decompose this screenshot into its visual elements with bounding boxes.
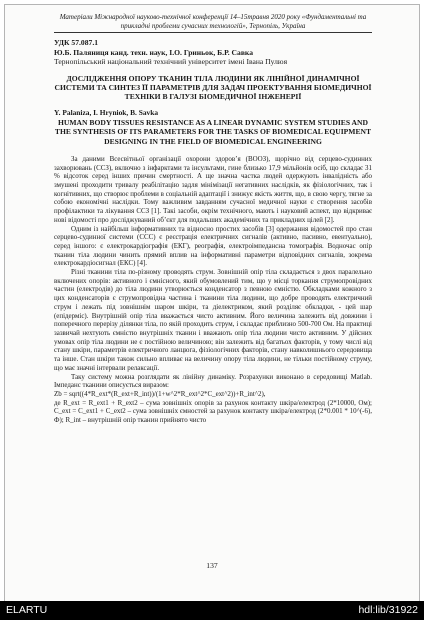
body-text <box>54 155 372 425</box>
title-uk: ДОСЛІДЖЕННЯ ОПОРУ ТКАНИН ТІЛА ЛЮДИНИ ЯК ЛІНІЙНОЇ ДИНАМІЧНОЇ СИСТЕМИ ТА СИНТЕЗ ЇЇ ПАРАМЕТРІВ ДЛЯ ЗАДАЧ ПРОЕКТУВАННЯ БІОМЕДИЧНОЇ ТЕХНІКИ В ГАЛУЗІ БІОМЕДИЧНОЇ ІНЖЕНЕРІЇ <box>54 73 372 102</box>
impedance-formula: Zb = sqrt((4*R_ext*(R_ext+R_int))/(1+w^2*R_ext^2*C_ext^2))+R_int^2), <box>54 389 266 398</box>
affiliation-uk: Тернопільський національний технічний університет імені Івана Пулюя <box>54 57 288 66</box>
repository-label: ELARTU <box>6 604 48 616</box>
page-number: 137 <box>206 561 218 570</box>
formula-definitions: де R_ext = R_ext1 + R_ext2 – сума зовнішніх опорів за рахунок контакту шкіра/електрод (2*10000, Ом); C_ext = C_ext1 + C_ext2 – сума зовнішніх ємностей за рахунок контакту шкіра/електрод (2*0.001 * 10^(-6), Ф); R_int – внутрішній опір тканин прийнято чисто <box>54 398 372 425</box>
paragraph: Таку систему можна розглядати як лінійну динаміку. Розрахунки виконано в середовищі Matlab. Імпеданс тканини описується виразом: <box>54 372 372 390</box>
paragraph: Різні тканини тіла по-різному проводять струм. Зовнішній опір тіла складається з двох паралельно включених опорів: активного і ємнісного, який обумовлений тим, що у місці торкання струмопровідних частин (електродів) до тіла людини утворюється конденсатор з певною ємністю. Обкладками кожного з цих конденсаторів є струмопровідна частина і тканини тіла людини, що добре проводять електричний струм і лежать під зовнішнім шаром шкіри, та діелектриком, який розділяє обкладки, - цей шар (епідерміс). Внутрішній опір тіла вважається чисто активним. Його величина залежить від довжини і поперечного перерізу ділянки тіла, по якій проходить струм, і складає приблизно 500-700 Ом. На практиці зазвичай нехтують ємністю внутрішніх тканин і вважають опір тіла людини чисто активним. У дійсних умовах опір тіла людини не є постійною величиною; він залежить від багатьох факторів, у тому числі від стану шкіри, параметрів електричного ланцюга, фізіологічних факторів, стану навколишнього середовища та інше. Стан шкіри також сильно впливає на величину опору тіла людини, не тільки постійному струму, що має значні інтервали релаксації. <box>54 268 372 372</box>
authors-en: Y. Palaniza, I. Hryniok, B. Savka <box>54 107 159 117</box>
footer-bar <box>0 601 424 620</box>
header-rule <box>54 32 372 33</box>
authors-uk: Ю.Б. Паляниця канд. техн. наук, І.О. Гриньок, Б.Р. Савка <box>54 47 253 57</box>
paragraph: За даними Всесвітньої організації охорони здоров’я (ВООЗ), щорічно від серцево-судинних захворювань (ССЗ), включно з інфарктами та інсультами, гине близько 17,9 мільйонів осіб, що складає 31 % відсоток серед інших причин смертності. А ще значна частка людей одержують інвалідність або змушені проходити тривалу реабілітацію задля мінімізації негативних наслідків, як фізіологічних, так і когнітивних, що створює проблеми в соціальній адаптації і знижує якість життя, що, в свою чергу, тягне за собою економічні наслідки. Тому важливим завданням сучасної медичної науки є створення засобів профілактики та лікування ССЗ [1]. Такі засоби, окрім технічного, мають і науковий аспект, що відкриває нові відомості про досліджуваний об’єкт для подальших академічних та прикладних цілей [2]. <box>54 154 372 224</box>
conference-header: Матеріали Міжнародної науково-технічної конференції 14–15травня 2020 року «Фундаментальні та прикладні проблеми сучасних технологій», Тернопіль, Україна <box>59 13 367 30</box>
title-en: HUMAN BODY TISSUES RESISTANCE AS A LINEAR DYNAMIC SYSTEM STUDIES AND THE SYNTHESIS OF ITS PARAMETERS FOR THE TASKS OF BIOMEDICAL EQUIPMENT DESIGNING IN THE FIELD OF BIOMEDICAL ENGINEERING <box>54 117 372 146</box>
paragraph: Одним із найбільш інформативних та відносно простих засобів [3] одержання відомостей про стан серцево-судинної системи (ССС) є реєстрація електричних сигналів (активно, пасивно, евентуально), серед іншого: є електрокардіографія (ЕКГ), реографія, електроімпедансна томографія. Водночас опір тканин тіла людини чинить прямий вплив на інформативні параметри відповідних сигналів, зокрема електрокардіосигнал (ЕКС) [4]. <box>54 224 372 268</box>
handle-label: hdl:lib/31922 <box>358 604 418 616</box>
paper-content <box>54 13 372 425</box>
udk-code: УДК 57.087.1 <box>54 38 99 47</box>
